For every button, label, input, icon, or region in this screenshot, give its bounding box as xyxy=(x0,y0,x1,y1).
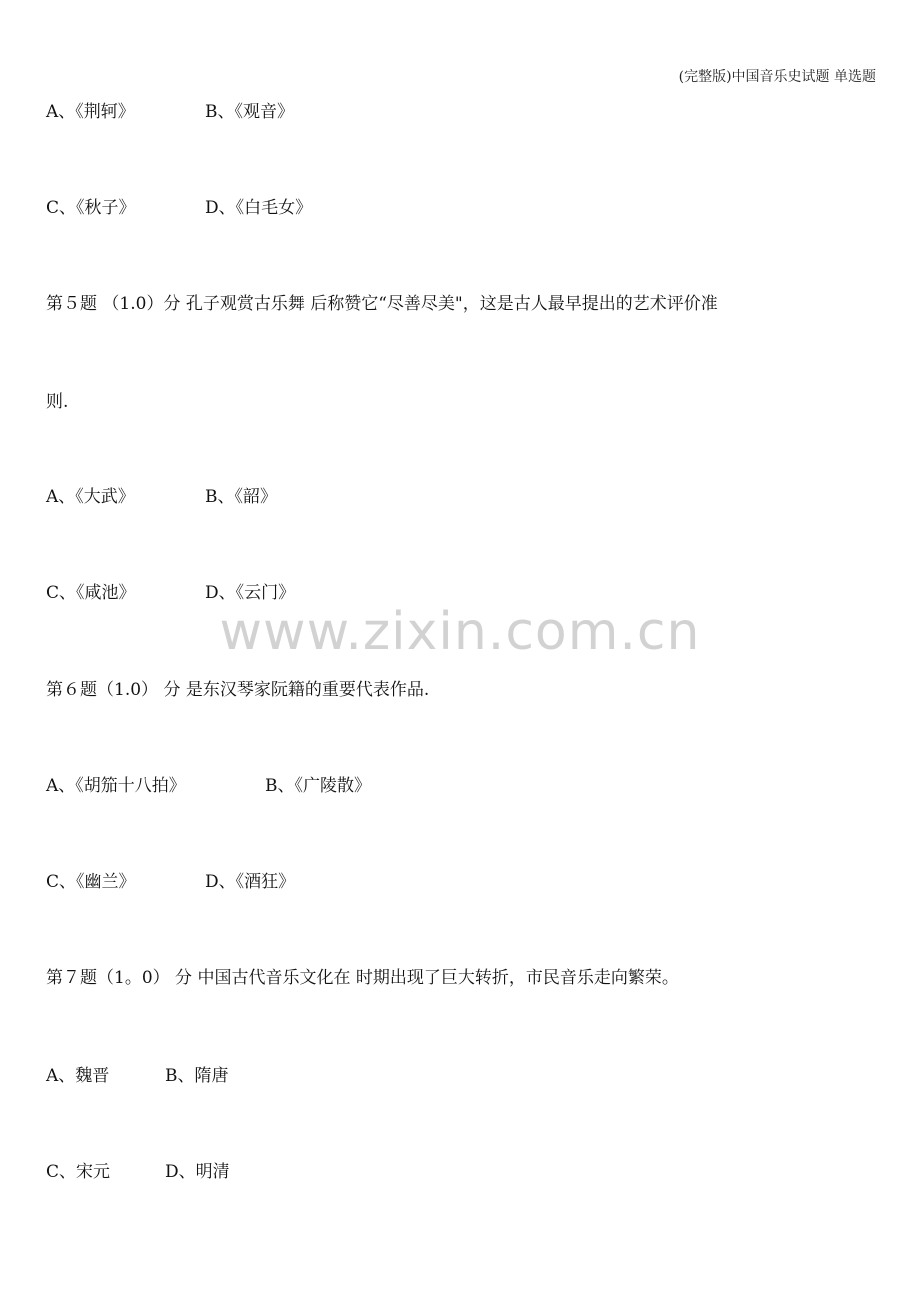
q7-option-a: A、魏晋 xyxy=(46,1066,110,1086)
q5-option-a: A、《大武》 xyxy=(46,487,135,507)
q7-option-d: D、明清 xyxy=(165,1162,230,1182)
q6-option-b: B、《广陵散》 xyxy=(265,776,371,796)
q4-option-c: C、《秋子》 xyxy=(46,198,136,218)
q6-option-c: C、《幽兰》 xyxy=(46,872,136,892)
q4-option-d: D、《白毛女》 xyxy=(205,198,313,218)
q6-stem: 第６题（1.0） 分 是东汉琴家阮籍的重要代表作品. xyxy=(46,680,430,700)
q6-option-a: A、《胡笳十八拍》 xyxy=(46,776,186,796)
site-watermark: www.zixin.com.cn xyxy=(219,602,701,662)
q5-option-c: C、《咸池》 xyxy=(46,583,136,603)
q7-option-c: C、宋元 xyxy=(46,1162,111,1182)
q5-stem-line2: 则. xyxy=(46,392,69,412)
q6-option-d: D、《酒狂》 xyxy=(205,872,296,892)
q4-option-a: A、《荆轲》 xyxy=(46,102,135,122)
q4-option-b: B、《观音》 xyxy=(205,102,294,122)
q5-option-b: B、《韶》 xyxy=(205,487,277,507)
q7-stem: 第７题（1。0） 分 中国古代音乐文化在 时期出现了巨大转折，市民音乐走向繁荣。 xyxy=(46,968,679,988)
q5-option-d: D、《云门》 xyxy=(205,583,296,603)
q7-option-b: B、隋唐 xyxy=(165,1066,229,1086)
q5-stem-line1: 第５题 （1.0）分 孔子观赏古乐舞 后称赞它“尽善尽美"，这是古人最早提出的艺术评价准 xyxy=(46,294,718,314)
document-header: (完整版)中国音乐史试题 单选题 xyxy=(678,69,876,85)
